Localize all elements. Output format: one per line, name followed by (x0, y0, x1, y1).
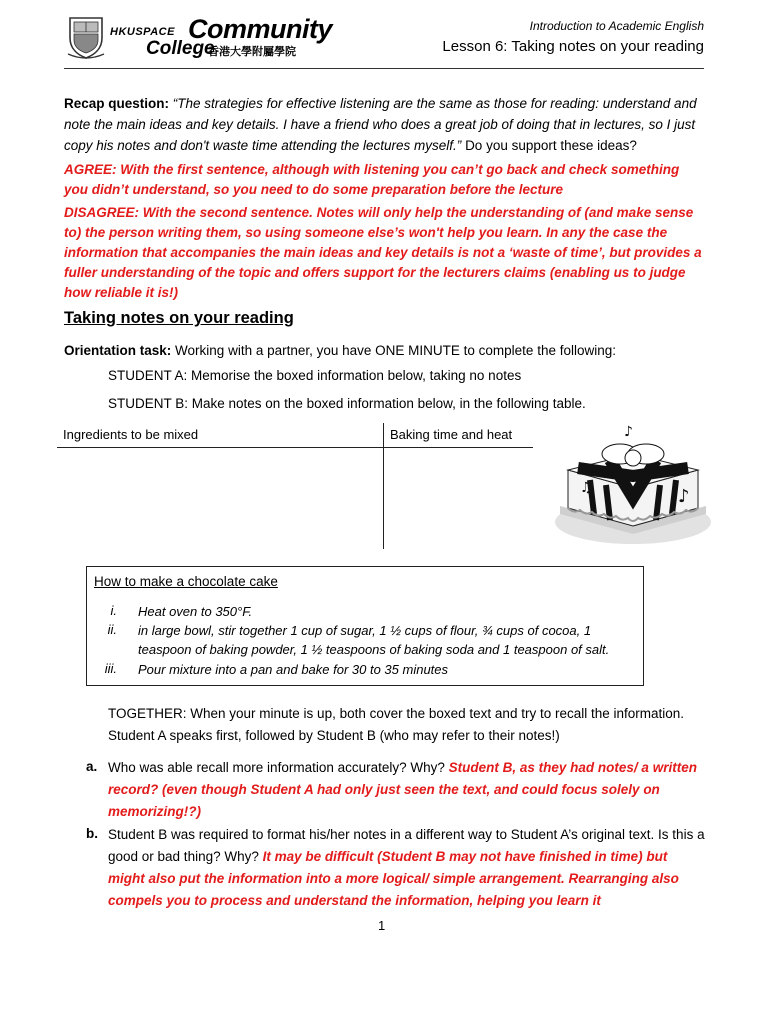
cake-image (550, 410, 716, 550)
orientation-label: Orientation task: (64, 343, 172, 358)
recap-label: Recap question: (64, 96, 170, 111)
recipe-step-number: iii. (104, 661, 117, 676)
recap-prompt: Do you support these ideas? (465, 138, 637, 153)
lesson-title: Lesson 6: Taking notes on your reading (442, 38, 704, 55)
question-a (108, 757, 706, 823)
header-divider (64, 68, 704, 69)
together-instruction: TOGETHER: When your minute is up, both cover the boxed text and try to recall the information. Student A speaks first, followed by Student B (who may refer to their notes!) (108, 706, 685, 743)
student-b-instruction: STUDENT B: Make notes on the boxed information below, in the following table. (108, 396, 586, 411)
question-text: Who was able recall more information accurately? Why? (108, 760, 445, 775)
brand-chinese-name: 香港大學附屬學院 (208, 45, 296, 58)
agree-answer: AGREE: With the first sentence, although with listening you can’t go back and check something you didn’t understand, so you need to do some preparation before the lecture (64, 162, 680, 197)
student-a-instruction: STUDENT A: Memorise the boxed information below, taking no notes (108, 368, 522, 383)
table-column-divider (383, 423, 384, 549)
orientation-text: Working with a partner, you have ONE MINUTE to complete the following: (175, 343, 616, 358)
orientation-task (64, 340, 706, 361)
question-label: b. (86, 826, 98, 841)
brand-college: College (146, 38, 215, 59)
question-answer: It may be difficult (Student B may not have finished in time) but might also put the information into a more logical/ simple arrangement. Rearranging also compels you to process and understand the information, helping you learn it (108, 849, 679, 908)
recipe-box (86, 566, 644, 686)
svg-text:♪: ♪ (624, 424, 633, 440)
brand-community: Community (188, 14, 332, 44)
recipe-step-number: i. (110, 603, 117, 618)
college-logo (66, 14, 330, 60)
svg-text:♫: ♫ (580, 480, 593, 496)
recipe-step: in large bowl, stir together 1 cup of sugar, 1 ½ cups of flour, ¾ cups of cocoa, 1 teaspoon of baking powder, 1 ½ teaspoons of baking soda and 1 teaspoon of salt. (138, 623, 610, 657)
table-header-rule (57, 447, 533, 448)
brand-hkuspace: HKUSPACE (110, 26, 175, 38)
table-header-baking: Baking time and heat (390, 427, 513, 442)
svg-text:♪: ♪ (678, 486, 690, 507)
course-title: Introduction to Academic English (529, 19, 704, 33)
question-text: Student B was required to format his/her notes in a different way to Student A’s original text. Is this a good or bad thing? Why? (108, 827, 705, 864)
disagree-answer: DISAGREE: With the second sentence. Notes will only help the understanding of (and make sense to) the person writing them, so using someone else’s won't help you learn. In any the case the information that accompanies the main ideas and key details is not a ‘waste of time’, but provides a fuller understanding of the topic and offers support for the lecturers claims (enabling us to judge how reliable it is!) (64, 205, 702, 300)
recipe-title: How to make a chocolate cake (94, 574, 278, 589)
recap-question (64, 93, 706, 156)
college-crest-icon (66, 14, 106, 60)
recipe-step: Heat oven to 350°F. (138, 604, 253, 619)
table-header-ingredients: Ingredients to be mixed (63, 427, 199, 442)
recap-quote: “The strategies for effective listening are the same as those for reading: understand and note the main ideas and key details. I have a friend who does a great job of doing that in lectures, so I just copy his notes and don't waste time attending the lectures myself.” (64, 96, 697, 153)
question-label: a. (86, 759, 98, 774)
page-number: 1 (378, 918, 386, 933)
question-answer: Student B, as they had notes/ a written record? (even though Student A had only just seen the text, and could focus solely on memorizing!?) (108, 760, 697, 819)
recipe-step-number: ii. (107, 622, 117, 637)
question-b (108, 824, 706, 912)
section-title: Taking notes on your reading (64, 309, 294, 327)
recipe-step: Pour mixture into a pan and bake for 30 to 35 minutes (138, 662, 449, 677)
